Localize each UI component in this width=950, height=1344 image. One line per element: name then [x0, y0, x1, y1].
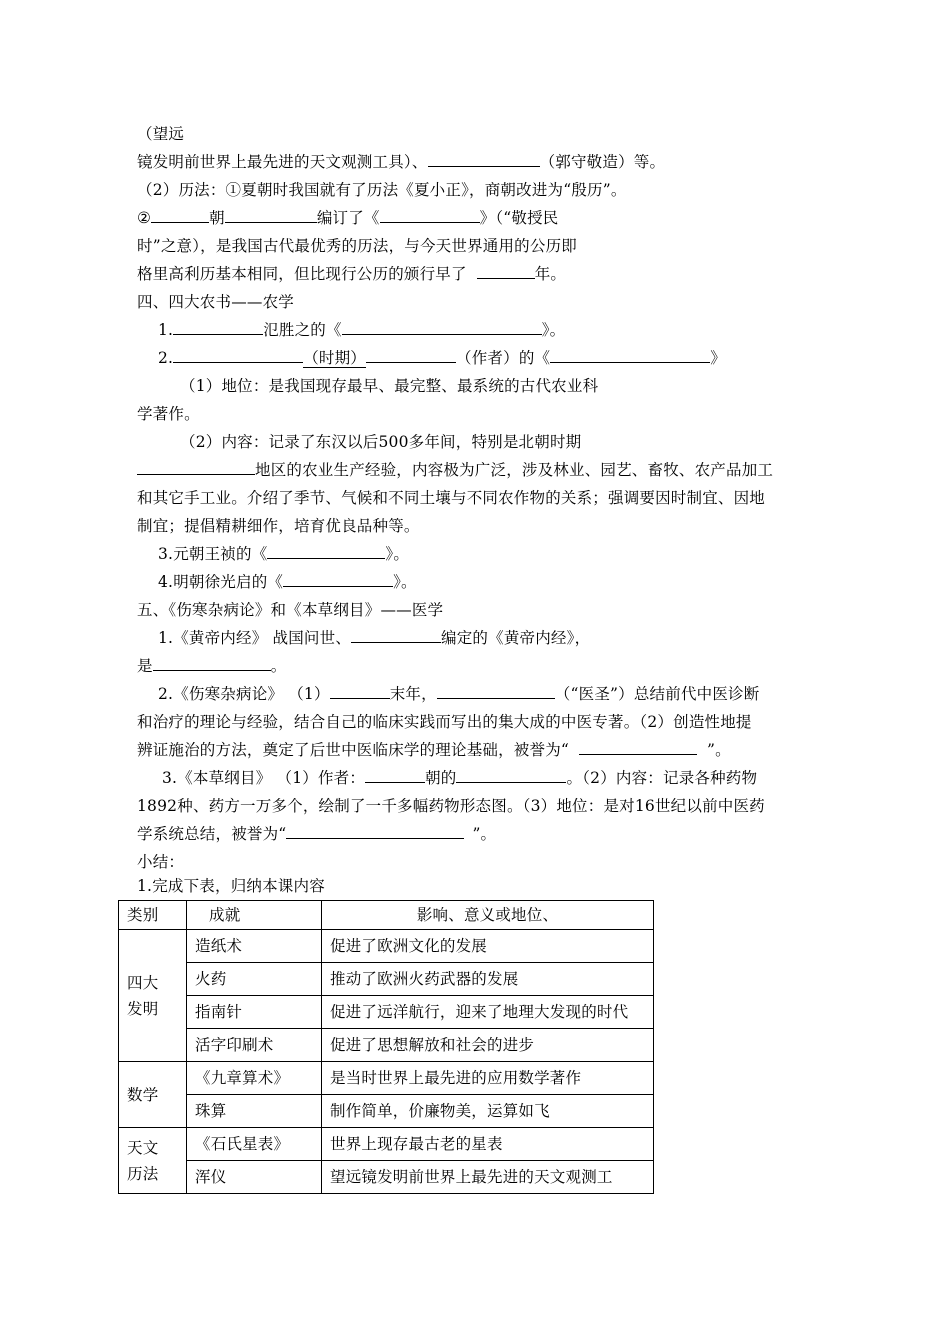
text-line — [158, 628, 590, 648]
impact-cell: 促进了思想解放和社会的进步 — [322, 1029, 654, 1062]
fill-blank[interactable] — [330, 684, 390, 699]
fill-blank[interactable] — [437, 684, 555, 699]
achievement-cell: 浑仪 — [187, 1161, 322, 1194]
table-row — [119, 996, 654, 1029]
text: （2）内容：记录了东汉以后500多年间，特别是北朝时期 — [180, 433, 582, 451]
text: 五、《伤寒杂病论》和《本草纲目》——医学 — [137, 601, 444, 619]
text: （作者）的《 — [456, 349, 551, 367]
text-line — [158, 544, 409, 564]
text: 3.《本草纲目》 （1）作者： — [162, 769, 366, 787]
text: 四、四大农书——农学 — [137, 293, 295, 311]
section-heading — [137, 600, 443, 620]
text-line — [180, 376, 598, 396]
category-cell — [119, 930, 187, 1062]
impact-cell: 推动了欧洲火药武器的发展 — [322, 963, 654, 996]
table-header: 类别 — [119, 901, 187, 930]
text-line — [137, 460, 773, 480]
fill-blank[interactable] — [456, 768, 566, 783]
impact-cell: 世界上现存最古老的星表 — [322, 1128, 654, 1161]
fill-blank[interactable] — [428, 152, 540, 167]
text: 辨证施治的方法，奠定了后世中医临床学的理论基础，被誉为“ — [137, 741, 570, 759]
text: 制宜；提倡精耕细作，培育优良品种等。 — [137, 517, 420, 535]
text-line — [137, 796, 765, 816]
text: 》。 — [541, 321, 566, 339]
text: 4.明朝徐光启的《 — [158, 573, 284, 591]
text-line — [137, 852, 184, 872]
impact-cell: 是当时世界上最先进的应用数学著作 — [322, 1062, 654, 1095]
impact-cell: 促进了远洋航行，迎来了地理大发现的时代 — [322, 996, 654, 1029]
fill-blank[interactable] — [267, 544, 385, 559]
text: （望远 — [137, 125, 185, 143]
text: 氾胜之的《 — [263, 321, 342, 339]
text: ”。 — [707, 741, 731, 759]
impact-cell: 促进了欧洲文化的发展 — [322, 930, 654, 963]
text-line — [158, 684, 759, 704]
text-line — [137, 152, 665, 172]
text-line — [162, 768, 757, 788]
text: 末年， — [389, 685, 437, 703]
table-row — [119, 1128, 654, 1161]
text-line — [158, 348, 726, 368]
impact-cell: 望远镜发明前世界上最先进的天文观测工 — [322, 1161, 654, 1194]
text-line — [137, 876, 325, 896]
text-line — [137, 208, 559, 228]
text: 地区的农业生产经验，内容极为广泛，涉及林业、园艺、畜牧、农产品加工 — [255, 461, 774, 479]
text: 年。 — [534, 265, 567, 283]
text: 格里高利历基本相同，但比现行公历的颁行早了 — [137, 265, 467, 283]
fill-blank[interactable] — [225, 208, 317, 223]
table-header-row — [119, 901, 654, 930]
text-line — [137, 740, 731, 760]
text: ”。 — [472, 825, 497, 843]
table-row — [119, 1161, 654, 1194]
text: 时”之意），是我国古代最优秀的历法，与今天世界通用的公历即 — [137, 237, 577, 255]
text: 和其它手工业。介绍了季节、气候和不同土壤与不同农作物的关系；强调要因时制宜、因地 — [137, 489, 766, 507]
achievement-cell: 珠算 — [187, 1095, 322, 1128]
text: 2.《伤寒杂病论》 （1） — [158, 685, 330, 703]
text-line — [158, 572, 417, 592]
fill-blank[interactable] — [286, 824, 464, 839]
achievement-cell: 《九章算术》 — [187, 1062, 322, 1095]
text-line — [158, 320, 565, 340]
fill-blank[interactable] — [579, 740, 697, 755]
text: 。（2）内容：记录各种药物 — [566, 769, 758, 787]
category-cell: 数学 — [119, 1062, 187, 1128]
fill-blank[interactable] — [380, 208, 480, 223]
text: （郭守敬造）等。 — [539, 153, 666, 171]
fill-blank[interactable] — [365, 768, 425, 783]
text: 》（“敬授民 — [479, 209, 559, 227]
category-cell — [119, 1128, 187, 1194]
text: （2）历法：①夏朝时我国就有了历法《夏小正》，商朝改进为“殷历”。 — [137, 181, 627, 199]
text: 和治疗的理论与经验，结合自己的临床实践而写出的集大成的中医专著。（2）创造性地提 — [137, 713, 752, 731]
text: 1. — [158, 321, 174, 339]
text: 2. — [158, 349, 174, 367]
text: 》。 — [385, 545, 410, 563]
text: （“医圣”）总结前代中医诊断 — [554, 685, 760, 703]
text: 编订了《 — [316, 209, 380, 227]
impact-cell: 制作简单，价廉物美，运算如飞 — [322, 1095, 654, 1128]
text: 小结： — [137, 853, 185, 871]
fill-blank[interactable] — [173, 348, 303, 363]
text: 1.《黄帝内经》 战国问世、 — [158, 629, 352, 647]
achievement-cell: 《石氏星表》 — [187, 1128, 322, 1161]
text: 》 — [710, 349, 726, 367]
section-heading — [137, 292, 294, 312]
text: 是 — [137, 657, 153, 675]
table-header: 成就 — [187, 901, 322, 930]
table-row — [119, 930, 654, 963]
table-header: 影响、意义或地位、 — [322, 901, 654, 930]
text-line — [137, 124, 184, 144]
achievement-cell: 造纸术 — [187, 930, 322, 963]
text-line — [137, 824, 496, 844]
summary-table — [118, 900, 654, 1194]
text: 3.元朝王祯的《 — [158, 545, 268, 563]
fill-blank[interactable] — [351, 628, 441, 643]
text-line — [137, 236, 577, 256]
table-row — [119, 1029, 654, 1062]
text-line — [137, 264, 566, 284]
fill-blank[interactable] — [173, 320, 263, 335]
text: 朝 — [209, 209, 225, 227]
text-line — [137, 516, 420, 536]
fill-blank[interactable] — [151, 208, 209, 223]
fill-blank[interactable] — [342, 320, 542, 335]
fill-blank[interactable] — [477, 264, 535, 279]
text: 学著作。 — [137, 405, 200, 423]
text-line — [137, 404, 200, 424]
text: 镜发明前世界上最先进的天文观测工具）、 — [137, 153, 428, 171]
text: 》。 — [393, 573, 417, 591]
text: 朝的 — [425, 769, 457, 787]
table-row — [119, 1062, 654, 1095]
text: （时期） — [303, 349, 367, 367]
table-row — [119, 963, 654, 996]
fill-blank[interactable] — [153, 656, 271, 671]
text-line — [137, 488, 765, 508]
achievement-cell: 火药 — [187, 963, 322, 996]
fill-blank[interactable] — [366, 348, 456, 363]
text: 编定的《黄帝内经》， — [441, 629, 591, 647]
table-row — [119, 1095, 654, 1128]
text-line — [180, 432, 581, 452]
achievement-cell: 活字印刷术 — [187, 1029, 322, 1062]
achievement-cell: 指南针 — [187, 996, 322, 1029]
category-label: 天文历法 — [127, 1138, 159, 1183]
text: 1.完成下表，归纳本课内容 — [137, 877, 325, 895]
fill-blank[interactable] — [550, 348, 710, 363]
fill-blank[interactable] — [137, 460, 255, 475]
text: ② — [137, 209, 152, 227]
text: 学系统总结，被誉为“ — [137, 825, 287, 843]
text-line — [137, 656, 286, 676]
text: 1892种、药方一万多个，绘制了一千多幅药物形态图。（3）地位：是对16世纪以前中医药 — [137, 797, 765, 815]
fill-blank[interactable] — [283, 572, 393, 587]
category-label: 四大发明 — [127, 973, 159, 1018]
text: 。 — [270, 657, 287, 675]
text: （1）地位：是我国现存最早、最完整、最系统的古代农业科 — [180, 377, 599, 395]
text-line — [137, 712, 752, 732]
text-line — [137, 180, 627, 200]
